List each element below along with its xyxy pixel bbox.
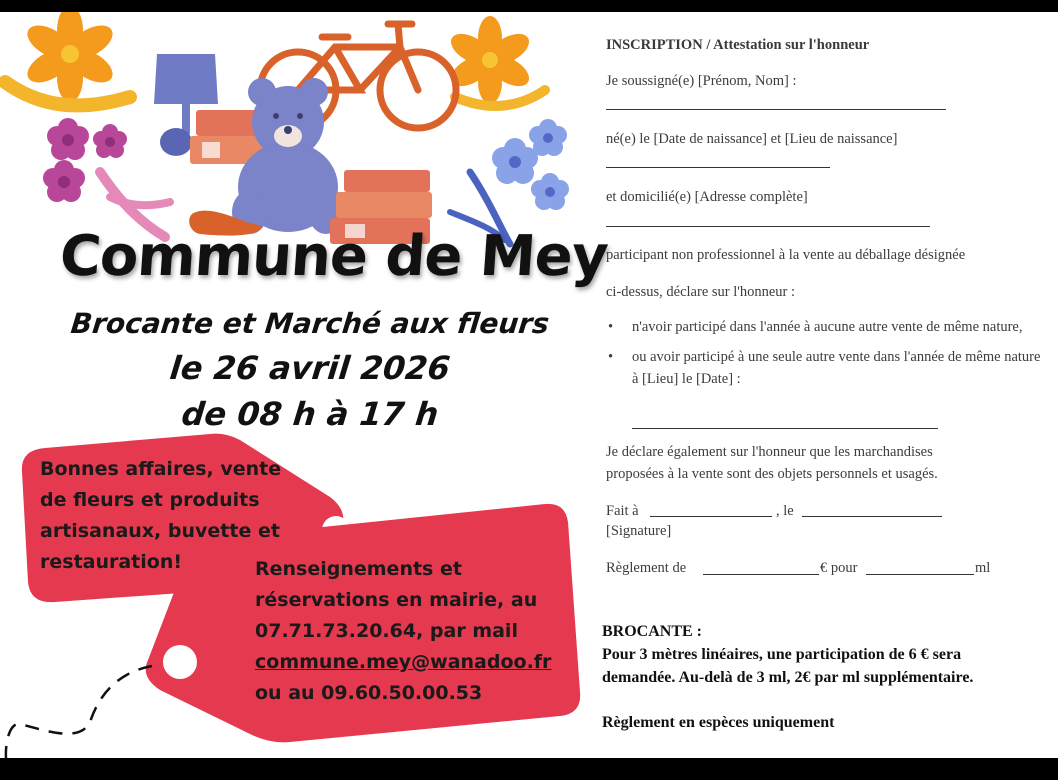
tag-hole-front bbox=[163, 645, 197, 679]
form-name-label: Je soussigné(e) [Prénom, Nom] : bbox=[606, 73, 797, 89]
flyer-subtitle: Brocante et Marché aux fleurs bbox=[69, 307, 551, 340]
event-hours: de 08 h à 17 h bbox=[179, 395, 441, 433]
form-address-label: et domicilié(e) [Adresse complète] bbox=[606, 189, 808, 205]
lieu-date-line[interactable] bbox=[632, 428, 938, 429]
date-line[interactable] bbox=[802, 516, 942, 517]
ml-label: ml bbox=[975, 560, 991, 576]
brocante-heading: BROCANTE : bbox=[602, 623, 703, 640]
form-goods-text-1: Je déclare également sur l'honneur que les marchandises bbox=[606, 444, 933, 460]
tag-offers-line: Bonnes affaires, vente bbox=[40, 458, 282, 480]
form-heading-bold: INSCRIPTION bbox=[606, 37, 703, 53]
declaration-item: • ou avoir participé à une seule autre vente dans l'année de même nature à [Lieu] le [Date] : bbox=[606, 346, 1046, 390]
tag-offers-line: artisanaux, buvette et bbox=[40, 520, 280, 542]
euro-pour-label: € pour bbox=[820, 560, 858, 576]
tag-contact-line: réservations en mairie, au bbox=[255, 589, 538, 611]
form-participant-text: participant non professionnel à la vente au déballage désignée bbox=[606, 247, 966, 263]
tag-contact-line: Renseignements et bbox=[255, 558, 462, 580]
tag-string bbox=[6, 666, 152, 758]
tag-contact-text bbox=[255, 554, 585, 709]
form-declare-text: ci-dessus, déclare sur l'honneur : bbox=[606, 284, 796, 300]
fait-a-line[interactable] bbox=[650, 516, 772, 517]
tag-offers-line: de fleurs et produits bbox=[40, 489, 260, 511]
tag-offers-line: restauration! bbox=[40, 551, 183, 573]
signature-label: [Signature] bbox=[606, 523, 672, 539]
tag-contact-line: ou au 09.60.50.00.53 bbox=[255, 682, 483, 704]
form-goods-text-2: proposées à la vente sont des objets personnels et usagés. bbox=[606, 466, 938, 482]
amount-line[interactable] bbox=[703, 574, 819, 575]
orange-flower-left-icon bbox=[22, 12, 118, 102]
address-line[interactable] bbox=[606, 226, 930, 227]
flyer-sheet bbox=[0, 12, 1058, 758]
contact-email-link[interactable]: commune.mey@wanadoo.fr bbox=[255, 651, 552, 673]
event-date: le 26 avril 2026 bbox=[168, 349, 452, 387]
birth-line[interactable] bbox=[606, 167, 830, 168]
brocante-pricing-1: Pour 3 mètres linéaires, une participation de 6 € sera bbox=[602, 646, 962, 663]
declaration-item: • n'avoir participé dans l'année à aucune autre vente de même nature, bbox=[606, 316, 1046, 338]
form-heading-rest: / Attestation sur l'honneur bbox=[702, 37, 870, 53]
illustration bbox=[0, 12, 580, 252]
flyer-title: Commune de Mey bbox=[57, 224, 610, 289]
brocante-pricing-2: demandée. Au-delà de 3 ml, 2€ par ml supplémentaire. bbox=[602, 669, 974, 686]
declaration-list bbox=[606, 316, 1046, 398]
date-le-label: , le bbox=[776, 503, 794, 519]
form-birth-label: né(e) le [Date de naissance] et [Lieu de naissance] bbox=[606, 131, 898, 147]
fait-a-label: Fait à bbox=[606, 503, 639, 519]
form-heading bbox=[606, 34, 869, 56]
meters-line[interactable] bbox=[866, 574, 974, 575]
reglement-label: Règlement de bbox=[606, 560, 687, 576]
name-line[interactable] bbox=[606, 109, 946, 110]
payment-note: Règlement en espèces uniquement bbox=[602, 714, 835, 731]
pink-flowers-icon bbox=[43, 118, 170, 237]
tag-contact-line: 07.71.73.20.64, par mail bbox=[255, 620, 518, 642]
